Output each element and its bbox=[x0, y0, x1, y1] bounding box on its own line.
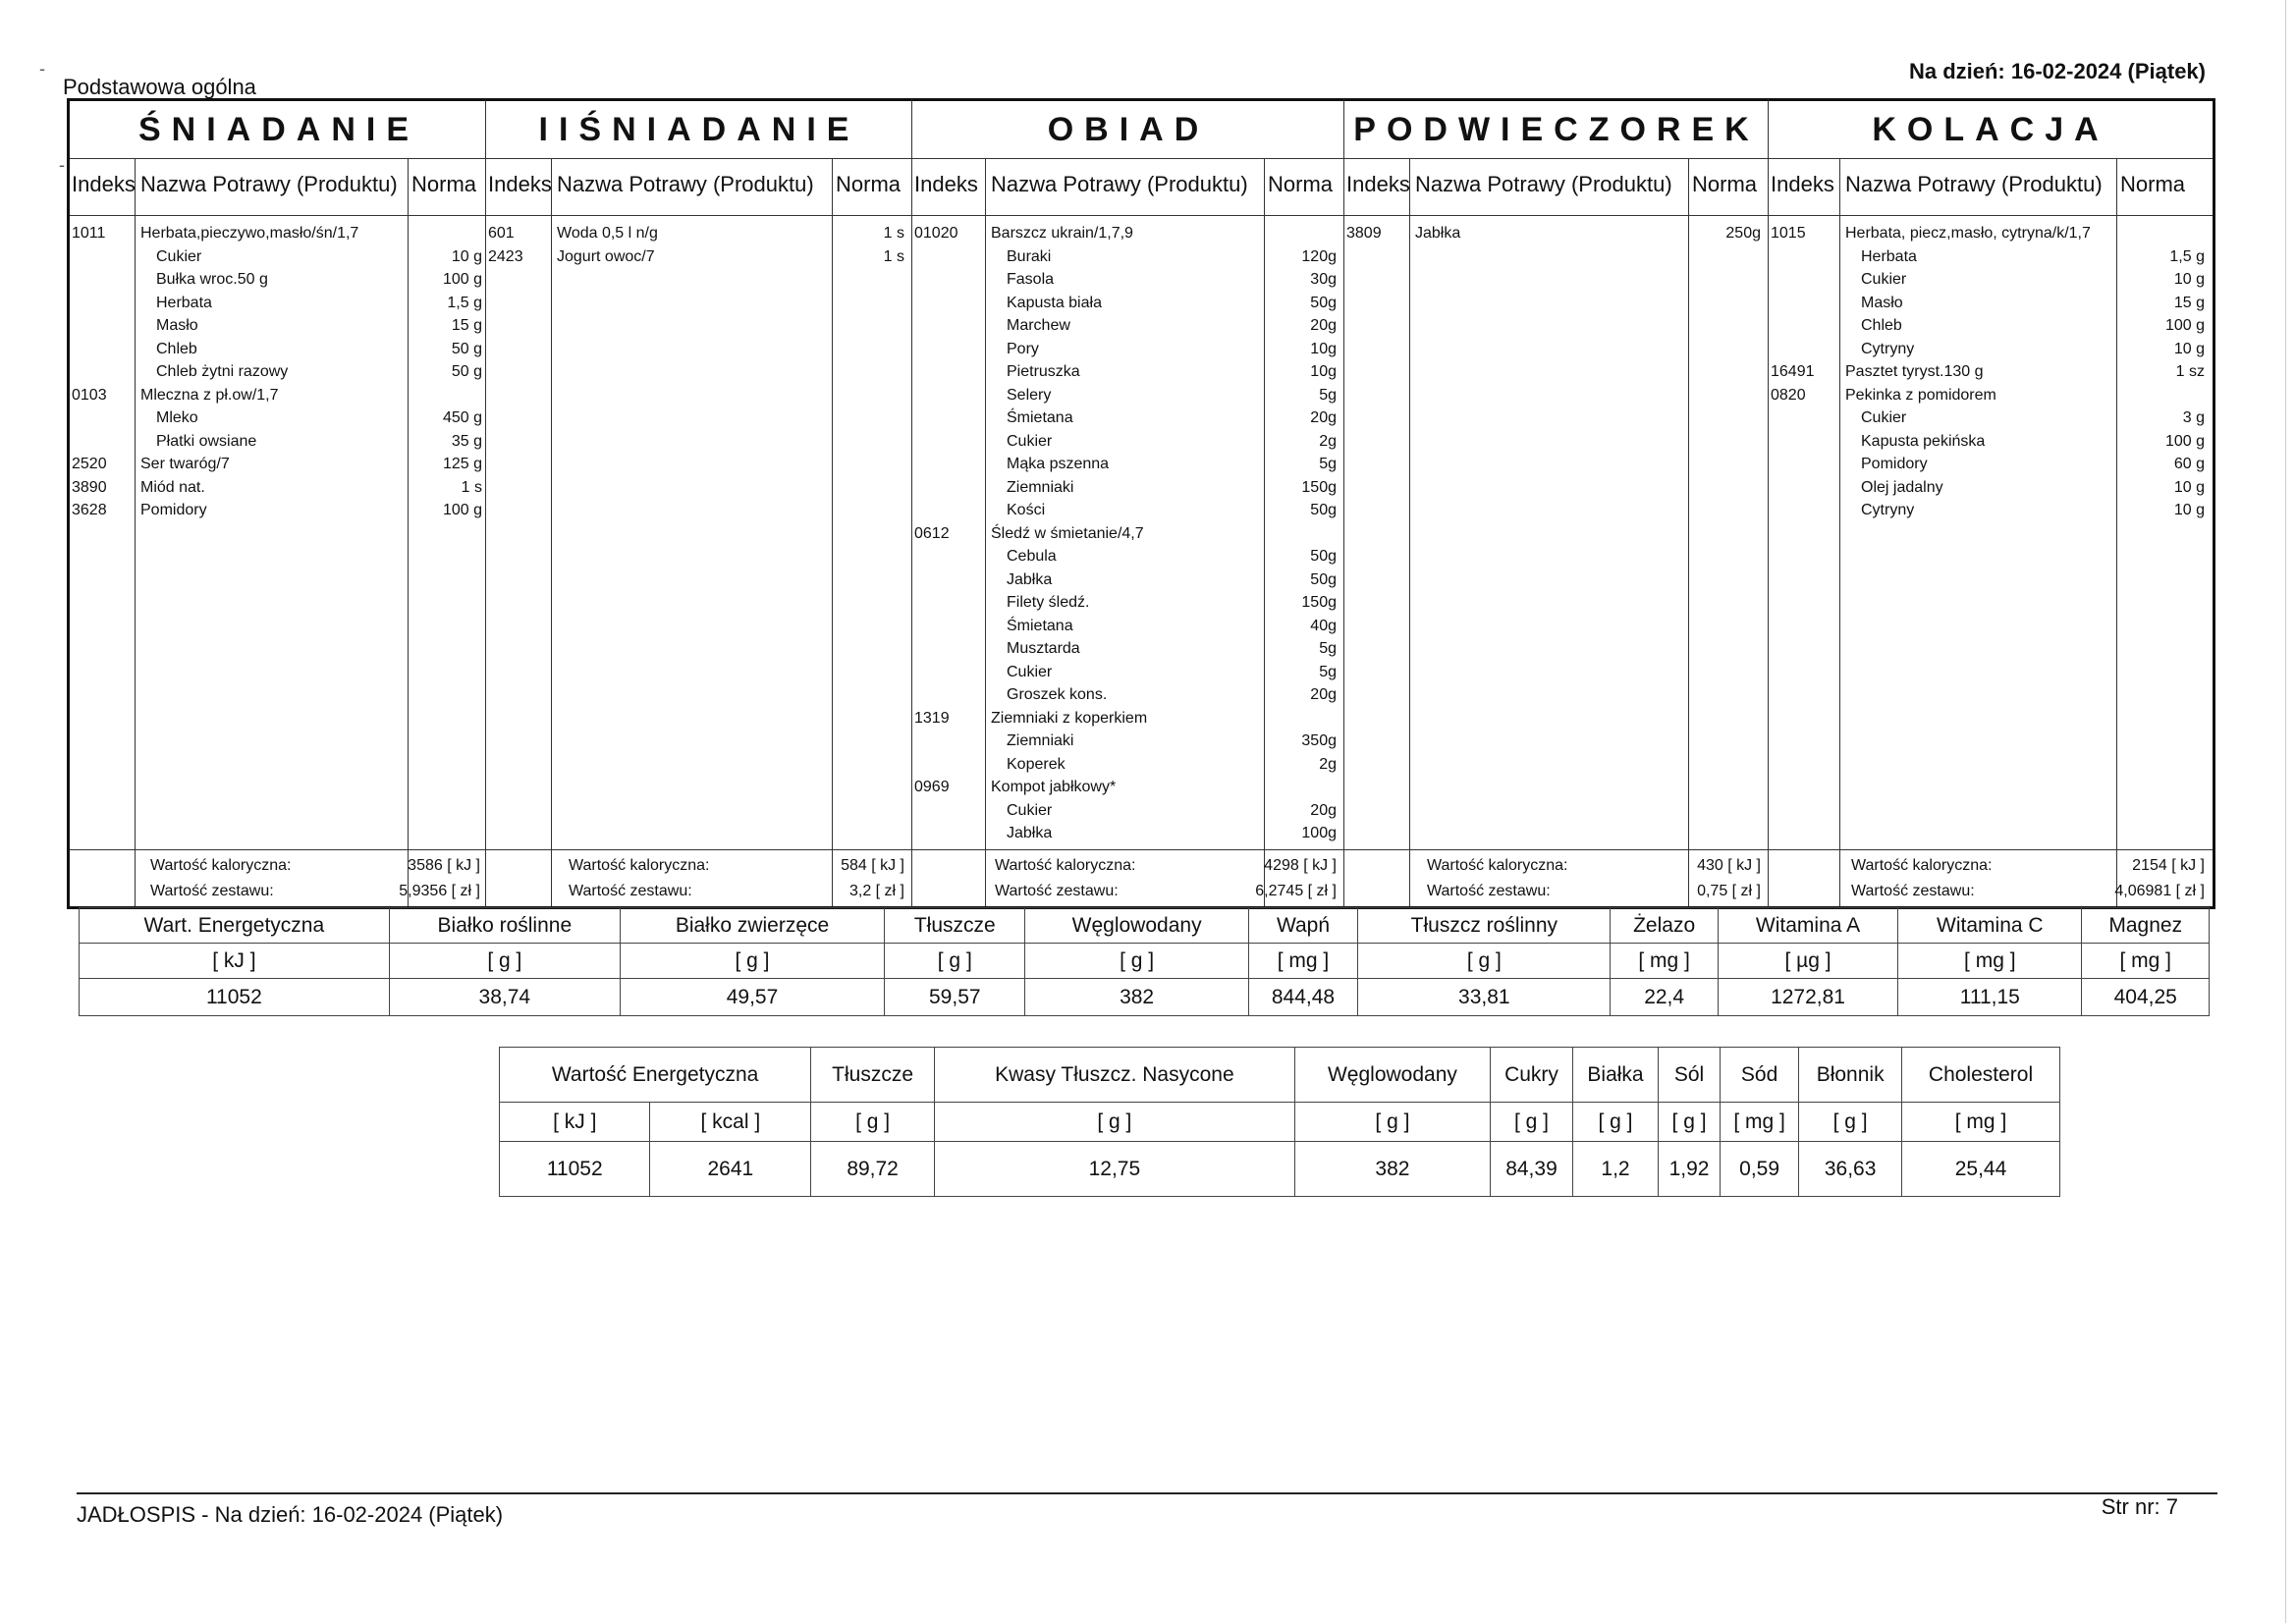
ingredient-name: Buraki bbox=[1007, 247, 1052, 265]
nutrient-value: 382 bbox=[1025, 979, 1248, 1016]
summary-unit: [ kJ ] bbox=[500, 1103, 650, 1142]
item-norma: 125 g bbox=[442, 456, 482, 472]
ingredient-name: Masło bbox=[1861, 294, 1903, 311]
meal-title: PODWIECZOREK bbox=[1344, 101, 1769, 159]
item-norma: 2g bbox=[1319, 432, 1337, 450]
summary-rule bbox=[912, 849, 1344, 850]
calorie-value: 4298 [ kJ ] bbox=[1264, 857, 1337, 874]
summary-unit: [ mg ] bbox=[1720, 1103, 1798, 1142]
item-norma: 1 sz bbox=[2175, 363, 2205, 380]
calorie-value: 430 [ kJ ] bbox=[1697, 857, 1761, 874]
meal-title: OBIAD bbox=[912, 101, 1344, 159]
margin-mark: - bbox=[39, 59, 45, 79]
ingredient-name: Pory bbox=[1007, 340, 1039, 357]
summary-value: 1,92 bbox=[1659, 1142, 1721, 1197]
dish-name: Pekinka z pomidorem bbox=[1845, 386, 1996, 404]
meal-section-4 bbox=[1343, 98, 1769, 909]
item-index: 0612 bbox=[914, 524, 950, 542]
diet-name: Podstawowa ogólna bbox=[63, 75, 256, 99]
nutrient-value: 111,15 bbox=[1898, 979, 2082, 1016]
column-header-indeks: Indeks bbox=[72, 172, 136, 196]
summary-unit: [ mg ] bbox=[1902, 1103, 2060, 1142]
item-norma: 1 s bbox=[461, 478, 482, 496]
calorie-label: Wartość kaloryczna: bbox=[1851, 857, 1993, 874]
header-rule bbox=[912, 215, 1344, 216]
item-norma: 40g bbox=[1310, 617, 1337, 634]
summary-value: 25,44 bbox=[1902, 1142, 2060, 1197]
summary-header: Cholesterol bbox=[1902, 1048, 2060, 1103]
column-header-name: Nazwa Potrawy (Produktu) bbox=[140, 172, 398, 196]
item-norma: 100 g bbox=[2164, 317, 2205, 334]
nutrient-unit: [ mg ] bbox=[1611, 944, 1718, 979]
ingredient-name: Herbata bbox=[1861, 247, 1917, 265]
nutrient-unit: [ g ] bbox=[389, 944, 620, 979]
calorie-value: 3586 [ kJ ] bbox=[408, 857, 480, 874]
summary-unit: [ g ] bbox=[811, 1103, 935, 1142]
dish-name: Miód nat. bbox=[140, 478, 205, 496]
item-norma: 2g bbox=[1319, 755, 1337, 773]
item-index: 3628 bbox=[72, 502, 107, 518]
header-rule bbox=[486, 215, 912, 216]
ingredient-name: Selery bbox=[1007, 386, 1052, 404]
column-divider bbox=[408, 158, 409, 906]
column-divider bbox=[1409, 158, 1410, 906]
column-header-norma: Norma bbox=[1268, 172, 1334, 196]
summary-unit: [ g ] bbox=[1799, 1103, 1902, 1142]
ingredient-name: Kości bbox=[1007, 502, 1046, 518]
meal-title: IIŚNIADANIE bbox=[486, 101, 912, 159]
summary-value: 1,2 bbox=[1572, 1142, 1658, 1197]
summary-unit: [ g ] bbox=[1491, 1103, 1573, 1142]
ingredient-name: Groszek kons. bbox=[1007, 686, 1108, 703]
margin-mark: - bbox=[59, 155, 65, 175]
item-norma: 450 g bbox=[442, 409, 482, 426]
summary-unit: [ g ] bbox=[1294, 1103, 1490, 1142]
ingredient-name: Pomidory bbox=[1861, 456, 1928, 472]
ingredient-name: Cytryny bbox=[1861, 340, 1915, 357]
summary-header: Cukry bbox=[1491, 1048, 1573, 1103]
nutrient-value: 11052 bbox=[80, 979, 390, 1016]
nutrient-header: Białko roślinne bbox=[389, 908, 620, 944]
nutrient-header: Wapń bbox=[1248, 908, 1358, 944]
item-norma: 5g bbox=[1319, 456, 1337, 472]
ingredient-name: Cukier bbox=[1007, 801, 1053, 819]
nutrient-value: 1272,81 bbox=[1718, 979, 1897, 1016]
ingredient-name: Olej jadalny bbox=[1861, 478, 1943, 496]
item-norma: 5g bbox=[1319, 663, 1337, 680]
column-header-norma: Norma bbox=[2120, 172, 2186, 196]
ingredient-name: Herbata bbox=[156, 294, 212, 311]
item-norma: 10 g bbox=[2173, 478, 2205, 496]
item-norma: 50g bbox=[1310, 570, 1337, 588]
dish-name: Woda 0,5 l n/g bbox=[557, 225, 658, 242]
ingredient-name: Koperek bbox=[1007, 755, 1066, 773]
summary-unit: [ g ] bbox=[934, 1103, 1294, 1142]
summary-value: 11052 bbox=[500, 1142, 650, 1197]
item-norma: 20g bbox=[1310, 801, 1337, 819]
item-norma: 100 g bbox=[442, 502, 482, 518]
column-divider bbox=[985, 158, 986, 906]
column-divider bbox=[832, 158, 833, 906]
item-norma: 50g bbox=[1310, 294, 1337, 311]
nutrient-unit: [ mg ] bbox=[1248, 944, 1358, 979]
header-rule bbox=[1344, 215, 1769, 216]
dish-name: Pasztet tyryst.130 g bbox=[1845, 363, 1984, 380]
ingredient-name: Cukier bbox=[1861, 271, 1907, 288]
summary-rule bbox=[1769, 849, 2213, 850]
summary-header: Sód bbox=[1720, 1048, 1798, 1103]
item-index: 3809 bbox=[1346, 225, 1382, 242]
ingredient-name: Śmietana bbox=[1007, 409, 1073, 426]
item-index: 16491 bbox=[1771, 363, 1815, 380]
nutrient-value: 49,57 bbox=[620, 979, 884, 1016]
meal-section-2 bbox=[485, 98, 912, 909]
nutrient-unit: [ mg ] bbox=[2082, 944, 2210, 979]
cost-label: Wartość zestawu: bbox=[1427, 883, 1551, 899]
summary-header: Kwasy Tłuszcz. Nasycone bbox=[934, 1048, 1294, 1103]
nutrient-unit: [ g ] bbox=[620, 944, 884, 979]
meal-section-3 bbox=[911, 98, 1344, 909]
summary-header: Wartość Energetyczna bbox=[500, 1048, 811, 1103]
summary-value: 12,75 bbox=[934, 1142, 1294, 1197]
item-norma: 5g bbox=[1319, 386, 1337, 404]
ingredient-name: Cytryny bbox=[1861, 502, 1915, 518]
calorie-label: Wartość kaloryczna: bbox=[995, 857, 1136, 874]
calorie-value: 2154 [ kJ ] bbox=[2132, 857, 2205, 874]
summary-rule bbox=[70, 849, 488, 850]
ingredient-name: Płatki owsiane bbox=[156, 432, 257, 450]
meal-section-1 bbox=[67, 98, 488, 909]
ingredient-name: Mleko bbox=[156, 409, 198, 426]
nutrient-header: Witamina C bbox=[1898, 908, 2082, 944]
dish-name: Jogurt owoc/7 bbox=[557, 247, 655, 265]
summary-header: Tłuszcze bbox=[811, 1048, 935, 1103]
column-header-name: Nazwa Potrawy (Produktu) bbox=[1845, 172, 2103, 196]
summary-unit: [ kcal ] bbox=[650, 1103, 811, 1142]
footer-rule bbox=[77, 1492, 2217, 1494]
nutrient-unit: [ kJ ] bbox=[80, 944, 390, 979]
nutrient-value: 38,74 bbox=[389, 979, 620, 1016]
cost-label: Wartość zestawu: bbox=[1851, 883, 1975, 899]
item-norma: 10 g bbox=[2173, 340, 2205, 357]
dish-name: Pomidory bbox=[140, 502, 207, 518]
column-header-name: Nazwa Potrawy (Produktu) bbox=[991, 172, 1248, 196]
column-divider bbox=[1688, 158, 1689, 906]
item-index: 2520 bbox=[72, 456, 107, 472]
item-norma: 10g bbox=[1310, 363, 1337, 380]
dish-name: Śledź w śmietanie/4,7 bbox=[991, 524, 1144, 542]
summary-value: 36,63 bbox=[1799, 1142, 1902, 1197]
item-norma: 10 g bbox=[451, 247, 482, 265]
ingredient-name: Cukier bbox=[1007, 663, 1053, 680]
nutrient-value: 22,4 bbox=[1611, 979, 1718, 1016]
summary-rule bbox=[1344, 849, 1769, 850]
summary-value: 0,59 bbox=[1720, 1142, 1798, 1197]
nutrient-value: 844,48 bbox=[1248, 979, 1358, 1016]
header-rule bbox=[1769, 215, 2213, 216]
date-header: Na dzień: 16-02-2024 (Piątek) bbox=[1908, 59, 2206, 83]
item-norma: 1,5 g bbox=[2169, 247, 2205, 265]
column-divider bbox=[1839, 158, 1840, 906]
ingredient-name: Jabłka bbox=[1007, 825, 1053, 841]
nutrient-value: 404,25 bbox=[2082, 979, 2210, 1016]
item-norma: 3 g bbox=[2182, 409, 2205, 426]
item-norma: 350g bbox=[1301, 732, 1337, 749]
nutrient-header: Żelazo bbox=[1611, 908, 1718, 944]
column-header-name: Nazwa Potrawy (Produktu) bbox=[557, 172, 814, 196]
ingredient-name: Chleb żytni razowy bbox=[156, 363, 289, 380]
ingredient-name: Masło bbox=[156, 317, 198, 334]
item-index: 0969 bbox=[914, 779, 950, 795]
item-norma: 100g bbox=[1301, 825, 1337, 841]
nutrient-value: 33,81 bbox=[1358, 979, 1611, 1016]
meal-section-5 bbox=[1768, 98, 2215, 909]
dish-name: Kompot jabłkowy* bbox=[991, 779, 1117, 795]
item-norma: 150g bbox=[1301, 478, 1337, 496]
summary-header: Sól bbox=[1659, 1048, 1721, 1103]
column-divider bbox=[2116, 158, 2117, 906]
ingredient-name: Pietruszka bbox=[1007, 363, 1080, 380]
item-index: 1011 bbox=[72, 225, 106, 242]
summary-unit: [ g ] bbox=[1572, 1103, 1658, 1142]
item-index: 1015 bbox=[1771, 225, 1806, 242]
summary-value: 89,72 bbox=[811, 1142, 935, 1197]
ingredient-name: Cukier bbox=[1007, 432, 1053, 450]
column-header-name: Nazwa Potrawy (Produktu) bbox=[1415, 172, 1672, 196]
cost-label: Wartość zestawu: bbox=[150, 883, 274, 899]
item-norma: 1 s bbox=[883, 247, 904, 265]
column-divider bbox=[135, 158, 136, 906]
item-norma: 1 s bbox=[883, 225, 904, 242]
column-header-indeks: Indeks bbox=[1346, 172, 1410, 196]
cost-value: 5,9356 [ zł ] bbox=[399, 883, 480, 899]
column-header-norma: Norma bbox=[836, 172, 902, 196]
ingredient-name: Filety śledź. bbox=[1007, 594, 1090, 611]
ingredient-name: Cukier bbox=[1861, 409, 1907, 426]
item-norma: 50g bbox=[1310, 548, 1337, 565]
ingredient-name: Kapusta biała bbox=[1007, 294, 1102, 311]
cost-value: 4,06981 [ zł ] bbox=[2114, 883, 2205, 899]
item-norma: 10 g bbox=[2173, 502, 2205, 518]
ingredient-name: Bułka wroc.50 g bbox=[156, 271, 268, 288]
ingredient-name: Chleb bbox=[1861, 317, 1902, 334]
item-norma: 250g bbox=[1725, 225, 1761, 242]
ingredient-name: Marchew bbox=[1007, 317, 1070, 334]
nutrient-table-summary bbox=[499, 1047, 2060, 1197]
scan-edge bbox=[2285, 0, 2286, 1623]
cost-value: 0,75 [ zł ] bbox=[1697, 883, 1761, 899]
nutrient-header: Magnez bbox=[2082, 908, 2210, 944]
calorie-label: Wartość kaloryczna: bbox=[1427, 857, 1568, 874]
item-index: 01020 bbox=[914, 225, 958, 242]
meal-title: ŚNIADANIE bbox=[70, 101, 488, 159]
ingredient-name: Cebula bbox=[1007, 548, 1057, 565]
page-number: Str nr: 7 bbox=[2101, 1494, 2178, 1519]
nutrient-unit: [ g ] bbox=[885, 944, 1025, 979]
summary-value: 382 bbox=[1294, 1142, 1490, 1197]
calorie-label: Wartość kaloryczna: bbox=[569, 857, 710, 874]
cost-label: Wartość zestawu: bbox=[995, 883, 1119, 899]
ingredient-name: Musztarda bbox=[1007, 640, 1080, 657]
item-norma: 20g bbox=[1310, 317, 1337, 334]
item-norma: 35 g bbox=[451, 432, 482, 450]
item-norma: 20g bbox=[1310, 409, 1337, 426]
cost-value: 6,2745 [ zł ] bbox=[1255, 883, 1337, 899]
nutrient-unit: [ µg ] bbox=[1718, 944, 1897, 979]
calorie-value: 584 [ kJ ] bbox=[841, 857, 904, 874]
item-norma: 50 g bbox=[451, 340, 482, 357]
item-norma: 20g bbox=[1310, 686, 1337, 703]
nutrient-unit: [ mg ] bbox=[1898, 944, 2082, 979]
dish-name: Mleczna z pł.ow/1,7 bbox=[140, 386, 279, 404]
item-norma: 15 g bbox=[2173, 294, 2205, 311]
nutrient-header: Białko zwierzęce bbox=[620, 908, 884, 944]
cost-value: 3,2 [ zł ] bbox=[848, 883, 904, 899]
ingredient-name: Mąka pszenna bbox=[1007, 456, 1110, 472]
summary-header: Węglowodany bbox=[1294, 1048, 1490, 1103]
item-norma: 100 g bbox=[2164, 432, 2205, 450]
nutrient-unit: [ g ] bbox=[1025, 944, 1248, 979]
item-norma: 50g bbox=[1310, 502, 1337, 518]
column-divider bbox=[1264, 158, 1265, 906]
dish-name: Ser twaróg/7 bbox=[140, 456, 230, 472]
item-norma: 150g bbox=[1301, 594, 1337, 611]
item-norma: 60 g bbox=[2173, 456, 2205, 472]
column-divider bbox=[551, 158, 552, 906]
summary-rule bbox=[486, 849, 912, 850]
column-header-indeks: Indeks bbox=[1771, 172, 1834, 196]
item-norma: 15 g bbox=[451, 317, 482, 334]
meal-title: KOLACJA bbox=[1769, 101, 2213, 159]
item-norma: 120g bbox=[1301, 247, 1337, 265]
nutrient-header: Węglowodany bbox=[1025, 908, 1248, 944]
ingredient-name: Ziemniaki bbox=[1007, 478, 1074, 496]
column-header-norma: Norma bbox=[411, 172, 477, 196]
item-norma: 10 g bbox=[2173, 271, 2205, 288]
ingredient-name: Kapusta pekińska bbox=[1861, 432, 1986, 450]
summary-header: Błonnik bbox=[1799, 1048, 1902, 1103]
dish-name: Jabłka bbox=[1415, 225, 1461, 242]
item-norma: 1,5 g bbox=[447, 294, 482, 311]
nutrient-header: Tłuszcze bbox=[885, 908, 1025, 944]
dish-name: Barszcz ukrain/1,7,9 bbox=[991, 225, 1133, 242]
column-header-norma: Norma bbox=[1692, 172, 1758, 196]
summary-value: 84,39 bbox=[1491, 1142, 1573, 1197]
item-index: 601 bbox=[488, 225, 515, 242]
ingredient-name: Chleb bbox=[156, 340, 197, 357]
calorie-label: Wartość kaloryczna: bbox=[150, 857, 292, 874]
item-norma: 10g bbox=[1310, 340, 1337, 357]
item-index: 0820 bbox=[1771, 386, 1806, 404]
item-index: 1319 bbox=[914, 709, 950, 727]
summary-value: 2641 bbox=[650, 1142, 811, 1197]
nutrient-unit: [ g ] bbox=[1358, 944, 1611, 979]
header-rule bbox=[70, 215, 488, 216]
item-norma: 30g bbox=[1310, 271, 1337, 288]
item-index: 2423 bbox=[488, 247, 523, 265]
cost-label: Wartość zestawu: bbox=[569, 883, 692, 899]
item-norma: 50 g bbox=[451, 363, 482, 380]
ingredient-name: Śmietana bbox=[1007, 617, 1073, 634]
ingredient-name: Jabłka bbox=[1007, 570, 1053, 588]
nutrient-value: 59,57 bbox=[885, 979, 1025, 1016]
column-header-indeks: Indeks bbox=[488, 172, 552, 196]
column-header-indeks: Indeks bbox=[914, 172, 978, 196]
item-index: 3890 bbox=[72, 478, 107, 496]
nutrient-header: Tłuszcz roślinny bbox=[1358, 908, 1611, 944]
nutrient-header: Wart. Energetyczna bbox=[80, 908, 390, 944]
summary-unit: [ g ] bbox=[1659, 1103, 1721, 1142]
dish-name: Ziemniaki z koperkiem bbox=[991, 709, 1148, 727]
ingredient-name: Cukier bbox=[156, 247, 202, 265]
dish-name: Herbata, piecz,masło, cytryna/k/1,7 bbox=[1845, 225, 2091, 242]
ingredient-name: Ziemniaki bbox=[1007, 732, 1074, 749]
footer-title: JADŁOSPIS - Na dzień: 16-02-2024 (Piątek) bbox=[77, 1502, 504, 1527]
nutrient-header: Witamina A bbox=[1718, 908, 1897, 944]
ingredient-name: Fasola bbox=[1007, 271, 1055, 288]
item-norma: 5g bbox=[1319, 640, 1337, 657]
dish-name: Herbata,pieczywo,masło/śn/1,7 bbox=[140, 225, 359, 242]
summary-header: Białka bbox=[1572, 1048, 1658, 1103]
item-index: 0103 bbox=[72, 386, 107, 404]
nutrient-table-primary bbox=[79, 907, 2210, 1016]
item-norma: 100 g bbox=[442, 271, 482, 288]
